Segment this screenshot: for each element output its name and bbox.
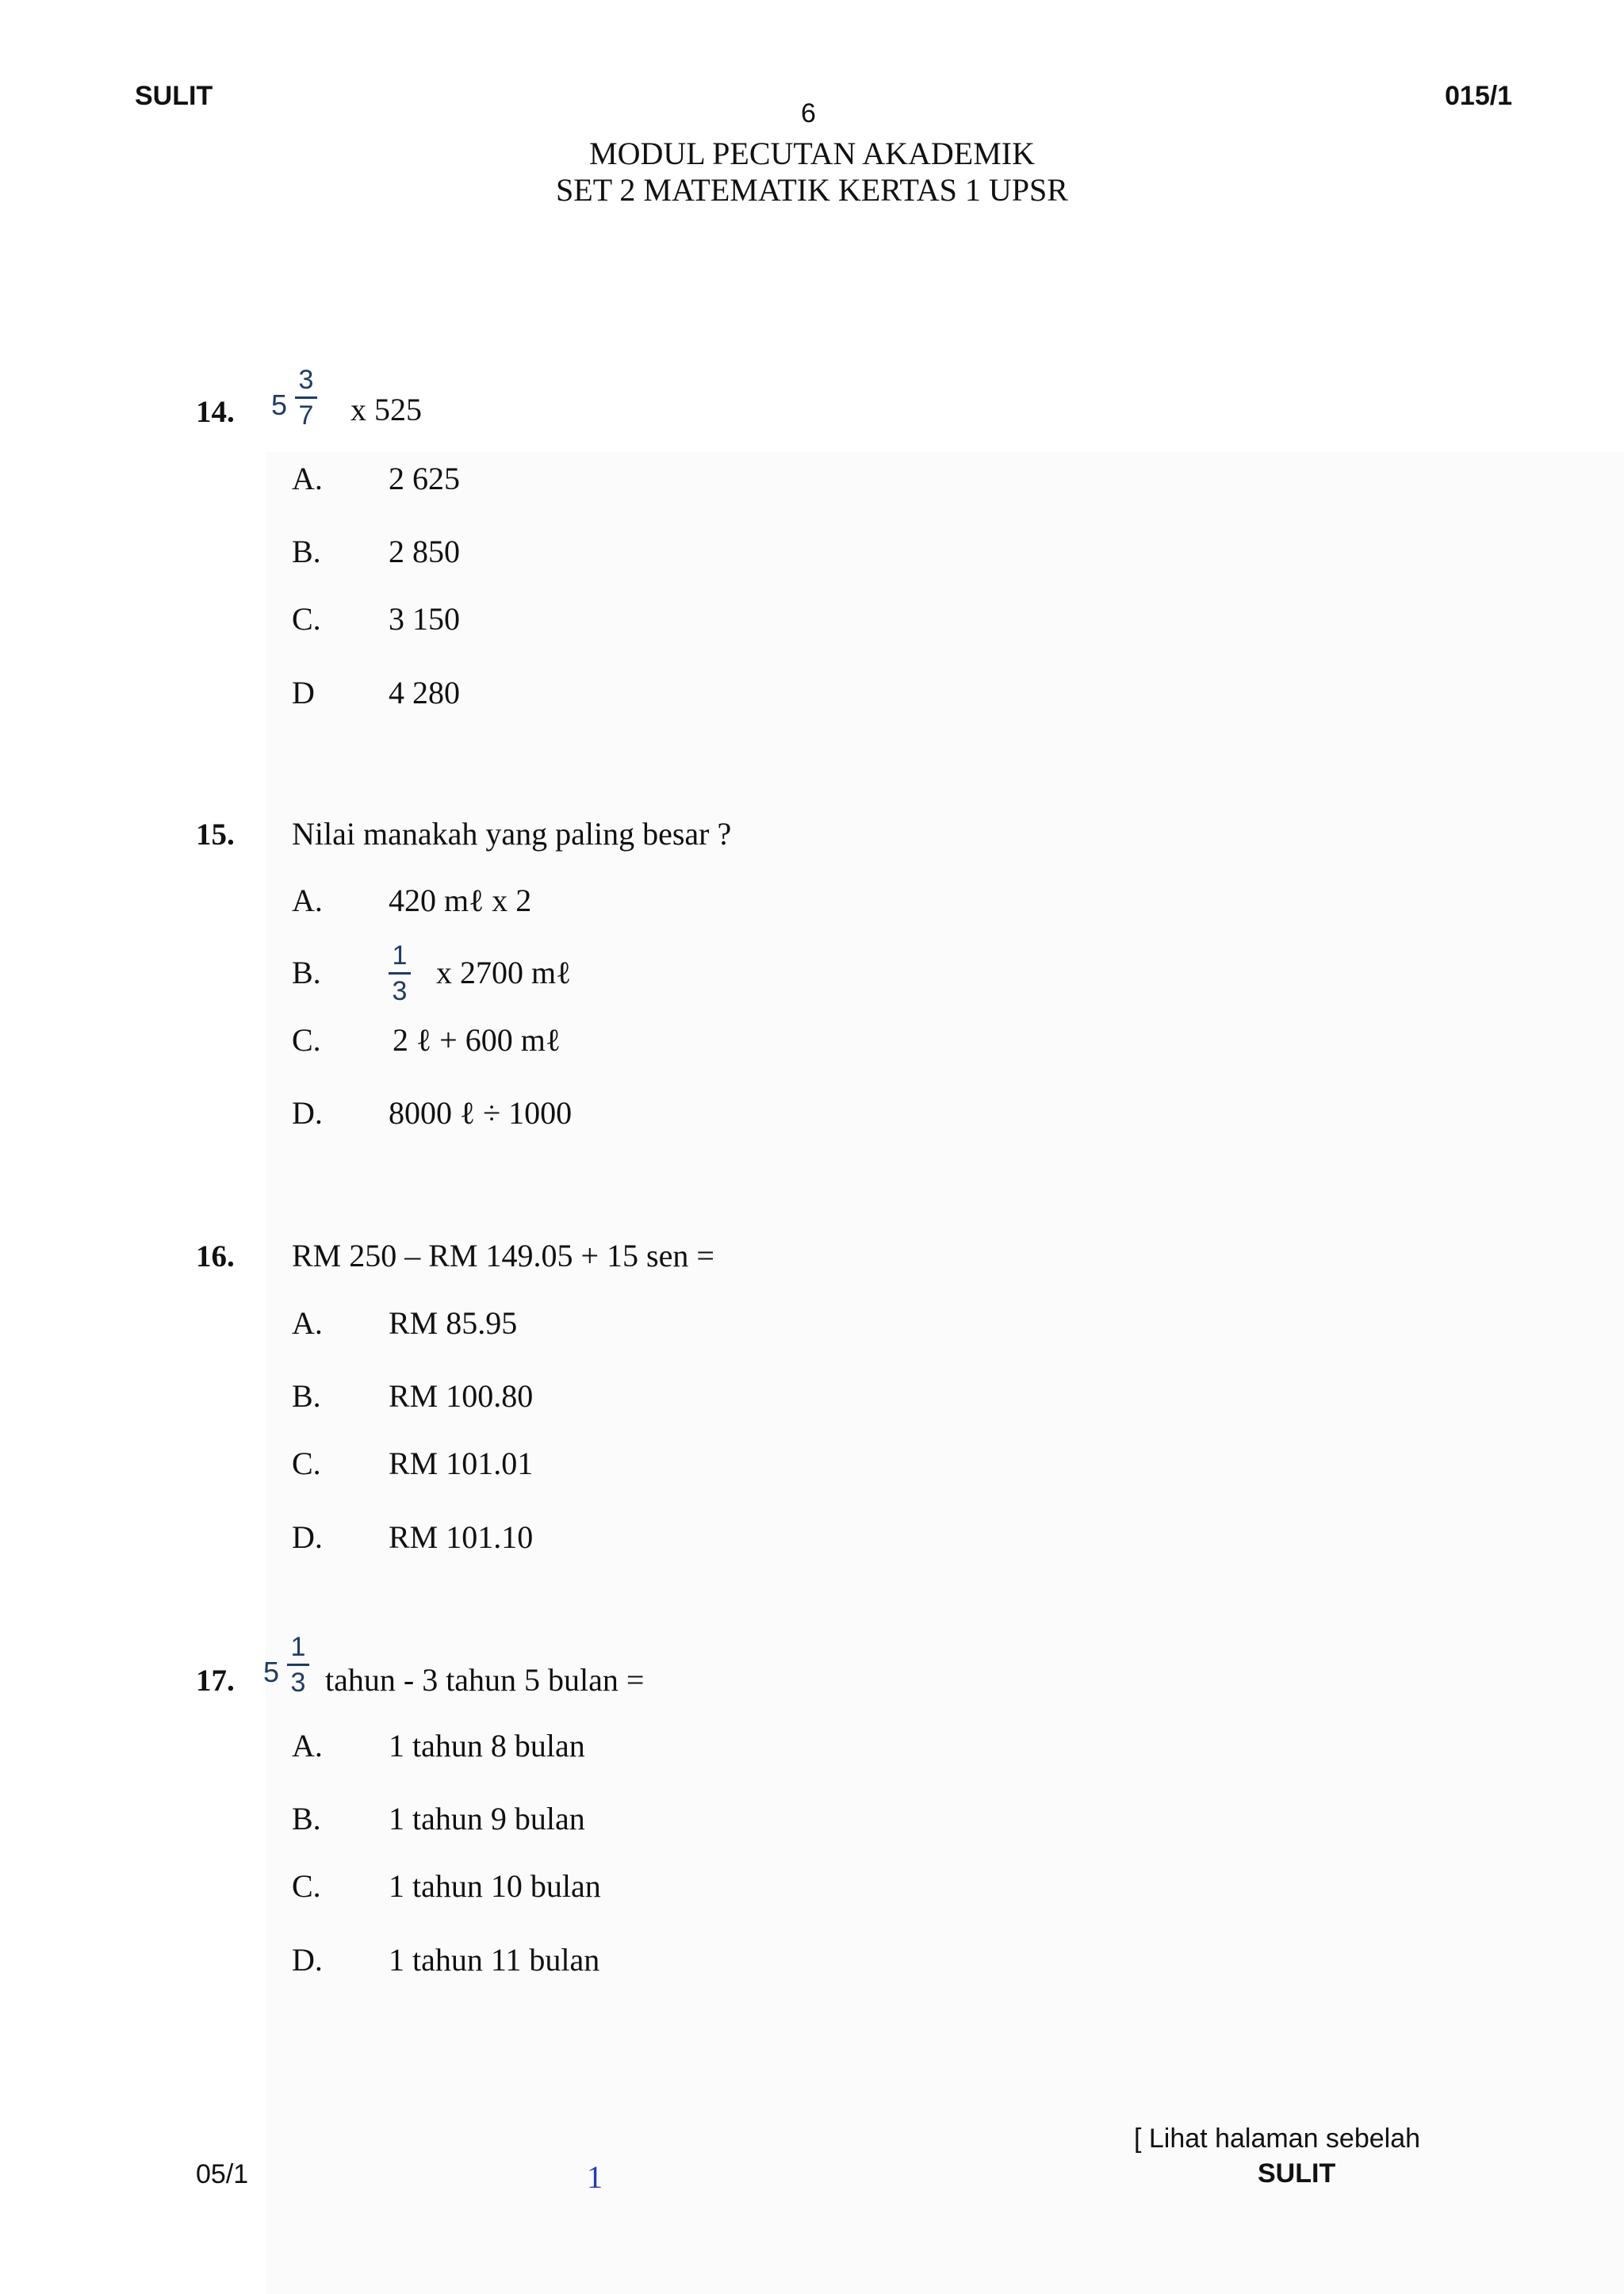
option-letter: D. (292, 1942, 323, 1978)
option-text: x 2700 mℓ (436, 955, 572, 990)
fraction-3-7 (295, 366, 317, 429)
page-shade (266, 452, 1624, 2294)
option-letter: A. (292, 1728, 323, 1764)
page-number: 6 (801, 98, 816, 128)
option-letter: B. (292, 955, 321, 990)
question-number: 16. (196, 1239, 235, 1273)
header-sulit: SULIT (135, 81, 213, 111)
fraction-bar (295, 396, 317, 399)
fraction-numerator: 1 (290, 1632, 306, 1662)
option-letter: B. (292, 1378, 321, 1414)
footer-next-page: [ Lihat halaman sebelah (1134, 2124, 1421, 2154)
fraction-numerator: 3 (298, 365, 314, 395)
footer-code: 05/1 (196, 2159, 249, 2189)
option-letter: B. (292, 1801, 321, 1836)
option-letter: B. (292, 534, 321, 569)
option-text: RM 85.95 (389, 1305, 518, 1341)
option-text: 1 tahun 9 bulan (389, 1801, 585, 1836)
footer-page-number: 1 (587, 2159, 603, 2195)
option-letter: C. (292, 1022, 321, 1058)
fraction-1-3 (389, 942, 411, 1005)
option-letter: C. (292, 1868, 321, 1904)
page-subtitle: SET 2 MATEMATIK KERTAS 1 UPSR (556, 172, 1068, 208)
footer-sulit: SULIT (1258, 2158, 1336, 2189)
header-code: 015/1 (1445, 81, 1513, 111)
option-text: 2 850 (389, 534, 460, 569)
option-text: 8000 ℓ ÷ 1000 (389, 1095, 573, 1131)
option-text: RM 101.10 (389, 1519, 534, 1555)
question-text: Nilai manakah yang paling besar ? (292, 816, 732, 852)
page-title: MODUL PECUTAN AKADEMIK (589, 136, 1035, 171)
question-number: 17. (196, 1664, 235, 1698)
question-text: x 525 (350, 392, 422, 427)
option-text: 2 625 (389, 461, 460, 496)
question-number: 14. (196, 395, 235, 429)
mixed-number-whole: 5 (271, 389, 288, 421)
fraction-denominator: 7 (298, 400, 314, 431)
option-letter: D (292, 675, 315, 710)
option-letter: A. (292, 883, 323, 918)
fraction-1-3 (287, 1633, 309, 1696)
mixed-number-whole: 5 (263, 1656, 280, 1688)
fraction-denominator: 3 (290, 1668, 306, 1698)
option-letter: D. (292, 1095, 323, 1131)
option-text: 1 tahun 8 bulan (389, 1728, 585, 1764)
option-text: 1 tahun 11 bulan (389, 1942, 600, 1978)
question-text: RM 250 – RM 149.05 + 15 sen = (292, 1238, 714, 1273)
option-letter: C. (292, 601, 321, 637)
option-text: 3 150 (389, 601, 460, 637)
fraction-bar (287, 1664, 309, 1666)
fraction-bar (389, 972, 411, 975)
question-number: 15. (196, 818, 235, 852)
fraction-numerator: 1 (392, 940, 408, 971)
fraction-denominator: 3 (392, 976, 408, 1006)
option-letter: D. (292, 1519, 323, 1555)
option-letter: C. (292, 1446, 321, 1481)
question-text: tahun - 3 tahun 5 bulan = (325, 1662, 645, 1698)
option-text: 1 tahun 10 bulan (389, 1868, 601, 1904)
option-text: 420 mℓ x 2 (389, 883, 532, 918)
option-letter: A. (292, 1305, 323, 1341)
option-letter: A. (292, 461, 323, 496)
option-text: 2 ℓ + 600 mℓ (393, 1022, 561, 1058)
option-text: RM 100.80 (389, 1378, 534, 1414)
option-text: 4 280 (389, 675, 460, 710)
option-text: RM 101.01 (389, 1446, 534, 1481)
